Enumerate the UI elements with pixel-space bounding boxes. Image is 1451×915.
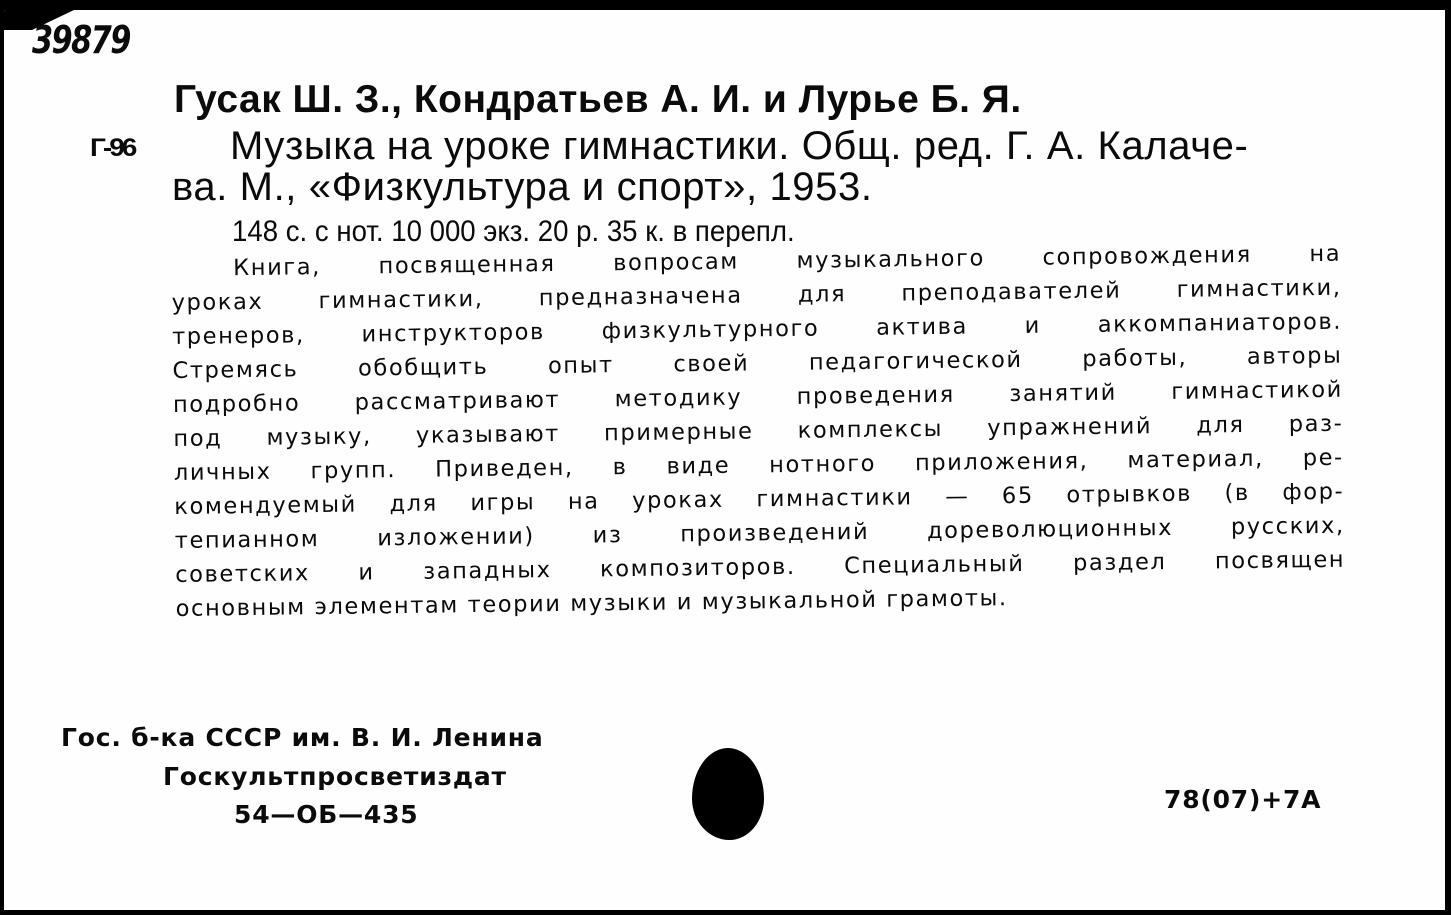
annotation-line: личных групп. Приведен, в виде нотного приложения, материал, ре-: [173, 444, 1344, 486]
title-line-1: Музыка на уроке гимнастики. Общ. ред. Г. А. Калаче-: [230, 124, 1249, 168]
annotation-line: Стремясь обобщить опыт своей педагогической работы, авторы: [172, 342, 1343, 384]
annotation-line: под музыку, указывают примерные комплексы упражнений для раз-: [173, 410, 1344, 452]
annotation-line: тренеров, инструкторов физкультурного актива и аккомпаниаторов.: [171, 308, 1343, 350]
publisher-code: Госкультпросветиздат: [163, 762, 507, 791]
shelfmark: Г-96: [90, 133, 135, 162]
authors-heading: Гусак Ш. З., Кондратьев А. И. и Лурье Б. Я.: [174, 78, 1022, 121]
annotation-line: комендуемый для игры на уроках гимнастики — 65 отрывков (в фор-: [174, 478, 1345, 520]
inventory-number: 39879: [32, 18, 130, 62]
annotation-line: подробно рассматривают методику проведения занятий гимнастикой: [172, 376, 1344, 418]
annotation-line: Книга, посвященная вопросам музыкального сопровождения на: [233, 240, 1342, 282]
annotation-line: советских и западных композиторов. Специальный раздел посвящен: [175, 546, 1346, 588]
card-right-edge: [1445, 0, 1451, 915]
order-number: 54—ОБ—435: [234, 800, 419, 829]
annotation-paragraph: [171, 237, 1346, 626]
imprint-details: 148 с. с нот. 10 000 экз. 20 р. 35 к. в перепл.: [232, 215, 795, 248]
classification-index: 78(07)+7А: [1164, 785, 1322, 814]
catalog-card: [4, 10, 1445, 910]
annotation-line: тепианном изложении) из произведений дореволюционных русских,: [174, 512, 1345, 554]
annotation-line: уроках гимнастики, предназначена для преподавателей гимнастики,: [171, 274, 1342, 316]
annotation-line: основным элементам теории музыки и музыкальной грамоты.: [175, 585, 1008, 622]
title-line-2: ва. М., «Физкультура и спорт», 1953.: [172, 165, 873, 209]
punch-hole: [692, 748, 764, 840]
library-name: Гос. б-ка СССР им. В. И. Ленина: [61, 723, 544, 752]
